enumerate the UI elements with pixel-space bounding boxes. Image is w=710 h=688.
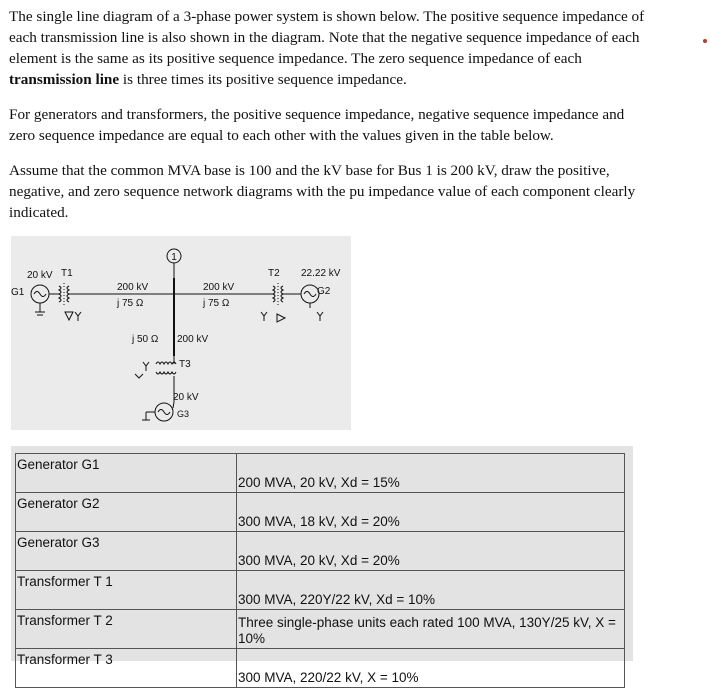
p1-text-a: The single line diagram of a 3-phase power system is shown below. The positive sequence impedance of each transmission line is also shown in the diagram. Note that the negative sequence impedance of each element is the same as its positive sequence impedance. The zero sequence impedance of each [9, 8, 645, 67]
g1-label: G1 [11, 287, 25, 298]
table-row [16, 571, 625, 610]
line3-impedance-label: j 50 Ω [132, 334, 159, 345]
p1-text-b: is three times its positive sequence impedance. [119, 71, 407, 88]
table-row [16, 493, 625, 532]
ratings-table [15, 453, 625, 688]
g3-kv-label: 20 kV [173, 392, 199, 403]
rating-cell: 200 MVA, 20 kV, Xd = 15% [237, 454, 625, 493]
rating-cell: 300 MVA, 220/22 kV, X = 10% [237, 649, 625, 688]
table-row [16, 532, 625, 571]
t2-label: T2 [268, 268, 280, 279]
component-cell: Transformer T 2 [16, 610, 237, 649]
t3-label: T3 [179, 359, 191, 370]
rating-cell: 300 MVA, 18 kV, Xd = 20% [237, 493, 625, 532]
component-cell: Generator G1 [16, 454, 237, 493]
table-row [16, 454, 625, 493]
g2-label: G2 [317, 286, 331, 297]
diagram-svg [11, 236, 351, 430]
bus-1-label: 1 [171, 252, 177, 263]
transformer-t3-symbol [156, 362, 176, 374]
problem-paragraph-1 [9, 6, 649, 90]
line2-impedance-label: j 75 Ω [203, 298, 230, 309]
transformer-t2-symbol [273, 283, 283, 305]
rating-cell: 300 MVA, 20 kV, Xd = 20% [237, 532, 625, 571]
component-cell: Generator G3 [16, 532, 237, 571]
g2-kv-label: 22.22 kV [301, 268, 341, 279]
line1-impedance-label: j 75 Ω [117, 298, 144, 309]
transformer-t1-symbol [59, 283, 69, 305]
rating-cell: Three single-phase units each rated 100 MVA, 130Y/25 kV, X = 10% [237, 610, 625, 649]
rating-cell: 300 MVA, 220Y/22 kV, Xd = 10% [237, 571, 625, 610]
marker-dot [703, 39, 707, 43]
component-cell: Generator G2 [16, 493, 237, 532]
problem-paragraph-2: For generators and transformers, the positive sequence impedance, negative sequence impedance and zero sequence impedance are equal to each other with the values given in the table below. [9, 106, 625, 144]
component-cell: Transformer T 1 [16, 571, 237, 610]
line2-kv-label: 200 kV [203, 282, 235, 293]
component-cell: Transformer T 3 [16, 649, 237, 688]
ratings-table-panel [11, 446, 633, 685]
g1-kv-label: 20 kV [27, 270, 53, 281]
g3-label: G3 [177, 409, 190, 419]
problem-paragraph-3: Assume that the common MVA base is 100 and the kV base for Bus 1 is 200 kV, draw the positive, negative, and zero sequence network diagrams with the pu impedance value of each component clearly indicated. [9, 162, 636, 221]
line1-kv-label: 200 kV [117, 282, 149, 293]
t1-label: T1 [61, 268, 73, 279]
single-line-diagram [11, 236, 351, 430]
line3-kv-label: 200 kV [177, 334, 209, 345]
table-row [16, 610, 625, 649]
p1-bold-text: transmission line [9, 71, 120, 88]
